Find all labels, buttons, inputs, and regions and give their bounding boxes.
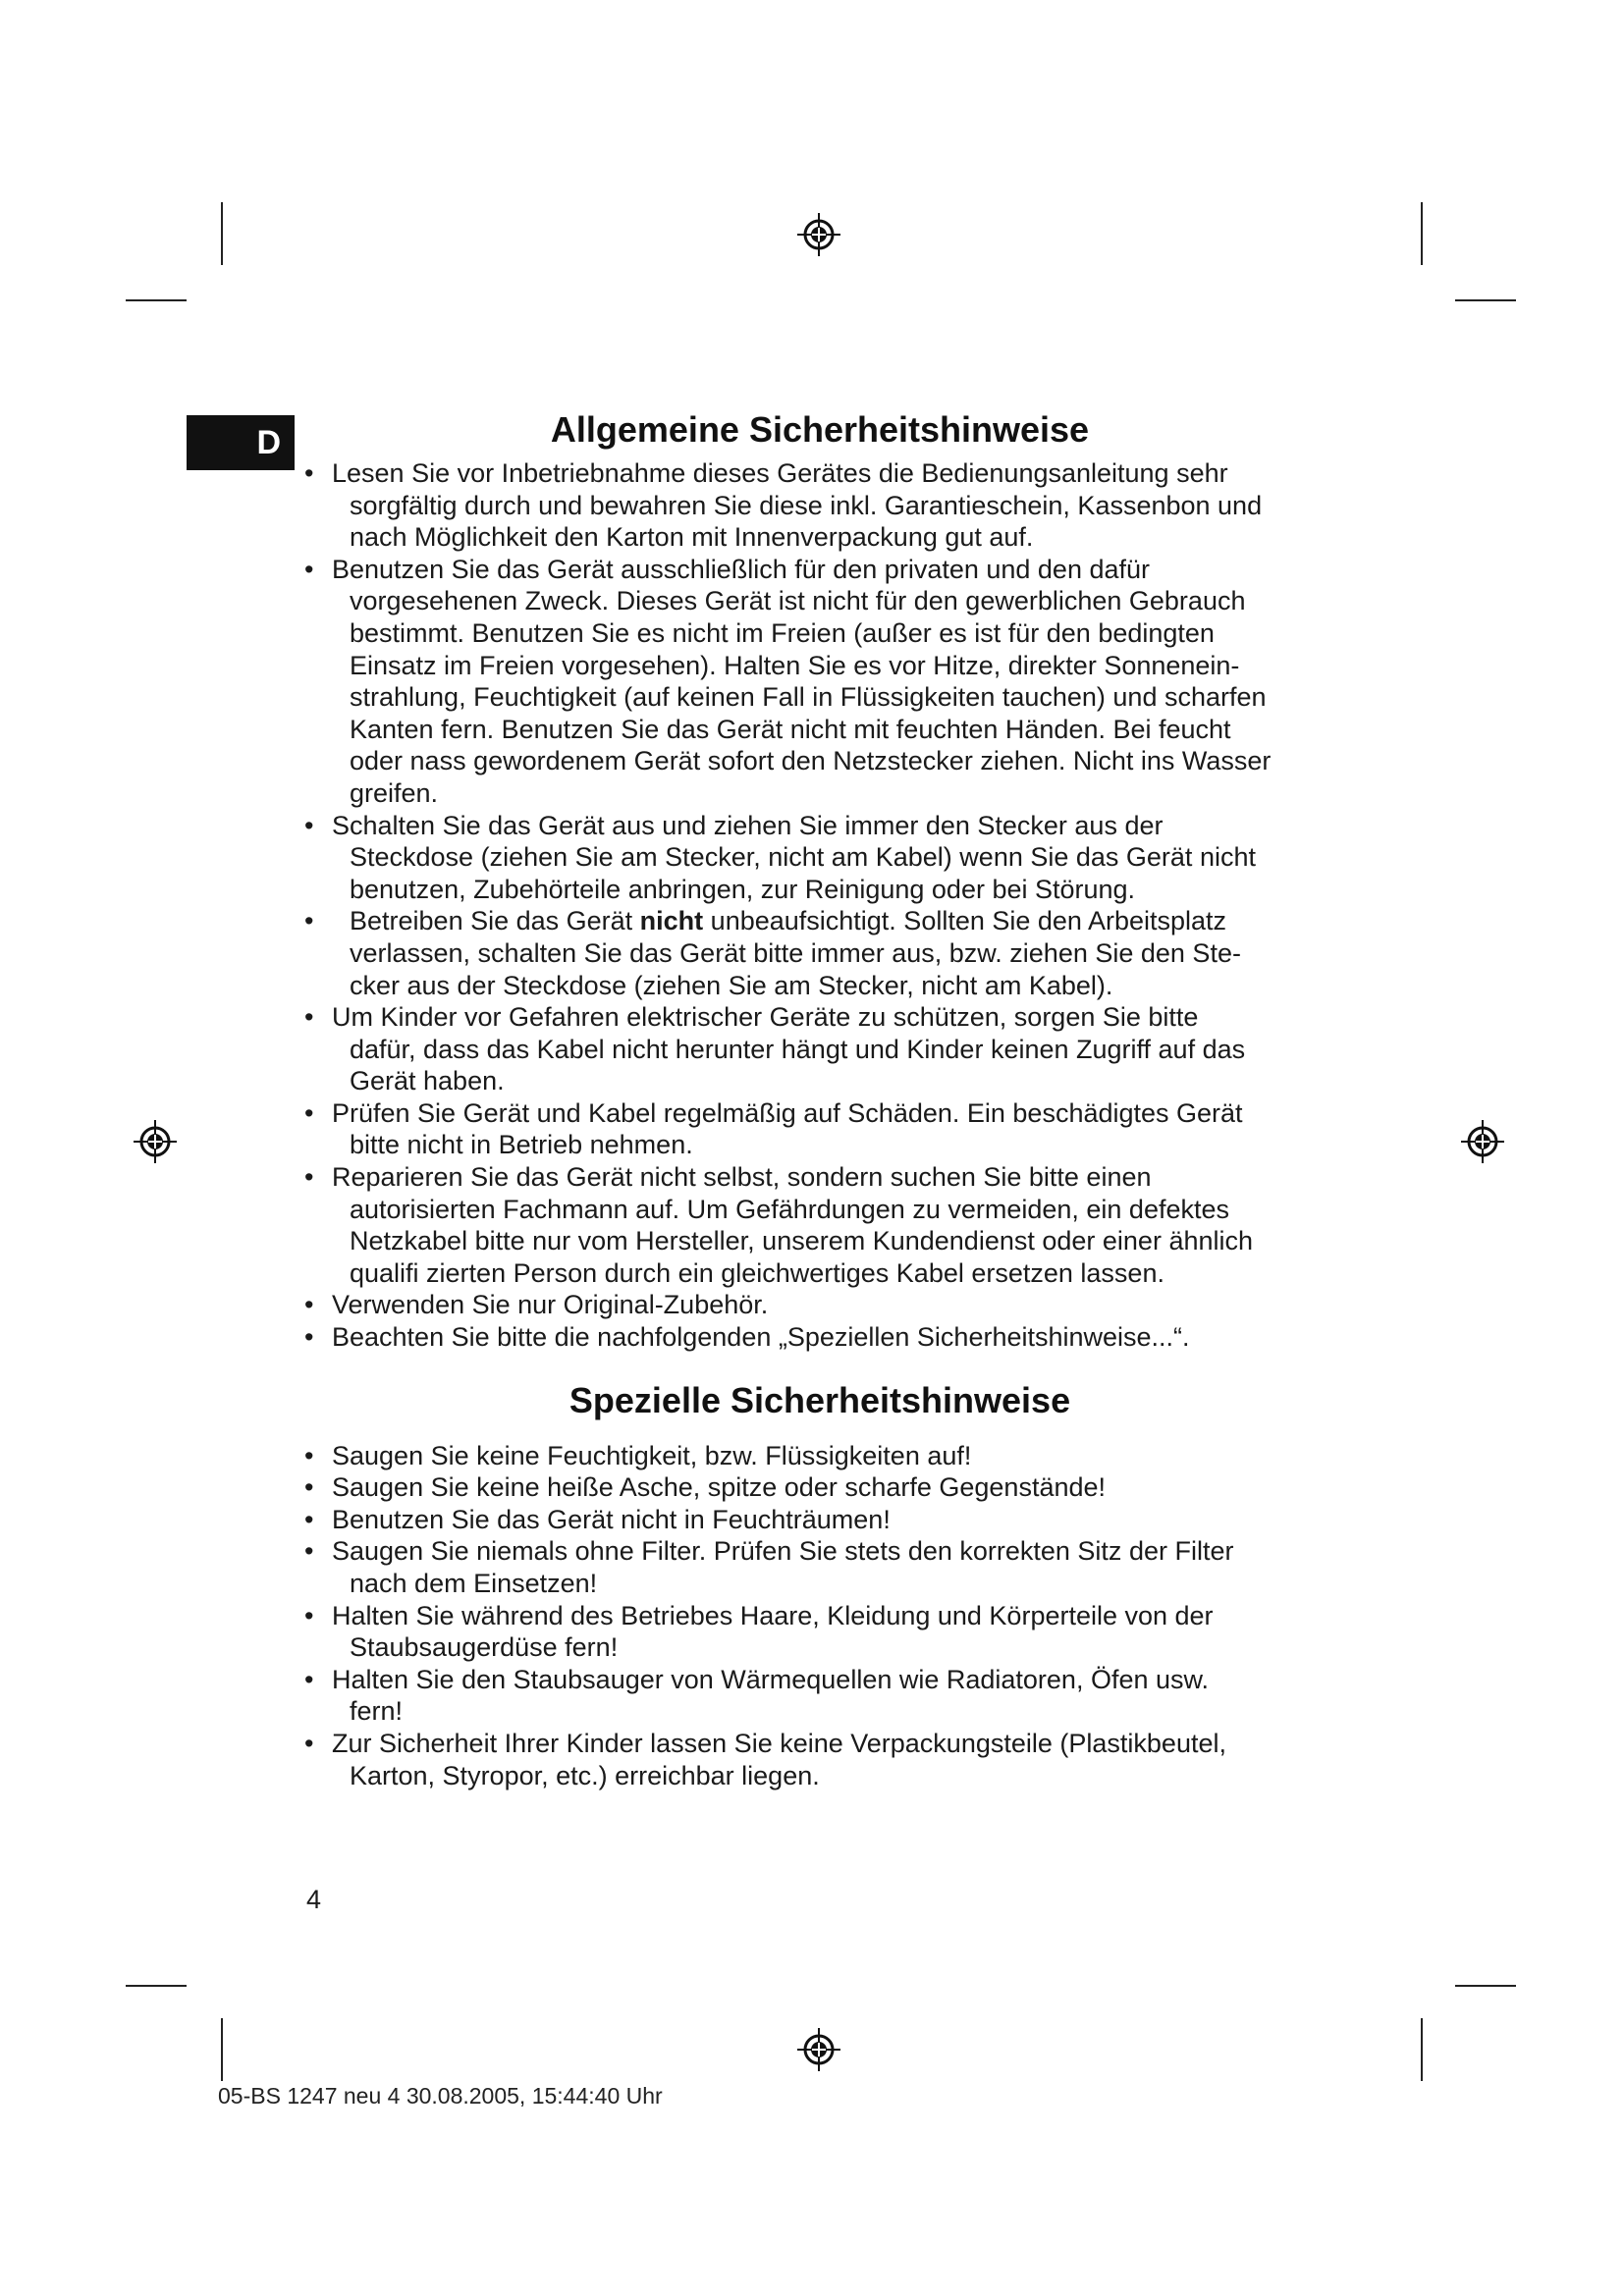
list-item: • Schalten Sie das Gerät aus und ziehen Sie immer den Stecker aus der Steckdose (ziehen Sie am Stecker, nicht am Kabel) wenn Sie das Gerät nicht benutzen, Zubehörteile anbringen, zur Reinigung oder bei Störung. (304, 810, 1335, 906)
registration-mark-top-icon (795, 211, 842, 258)
list-item: • Zur Sicherheit Ihrer Kinder lassen Sie keine Verpackungsteile (Plastikbeutel, Karton, Styropor, etc.) erreichbar liegen. (304, 1728, 1335, 1791)
registration-mark-bottom-icon (795, 2026, 842, 2073)
list-item: • Halten Sie den Staubsauger von Wärmequellen wie Radiatoren, Öfen usw. fern! (304, 1664, 1335, 1728)
registration-mark-left-icon (132, 1118, 179, 1165)
list-item: • Betreiben Sie das Gerät nicht unbeaufsichtigt. Sollten Sie den Arbeitsplatz verlassen, schalten Sie das Gerät bitte immer aus, bzw. ziehen Sie den Ste- cker aus der Steckdose (ziehen Sie am Stecker, nicht am Kabel). (304, 905, 1335, 1001)
list-item: • Saugen Sie keine Feuchtigkeit, bzw. Flüssigkeiten auf! (304, 1440, 1335, 1472)
print-slug: 05-BS 1247 neu 4 30.08.2005, 15:44:40 Uhr (218, 2083, 663, 2109)
section-title-general: Allgemeine Sicherheitshinweise (550, 409, 1090, 450)
crop-mark-bottom-left-h (126, 1985, 187, 1987)
list-item: • Verwenden Sie nur Original-Zubehör. (304, 1289, 1335, 1321)
list-item: • Reparieren Sie das Gerät nicht selbst, sondern suchen Sie bitte einen autorisierten Fachmann auf. Um Gefährdungen zu vermeiden, ein defektes Netzkabel bitte nur vom Hersteller, unserem Kundendienst oder einer ähnlich qualifi zierten Person durch ein gleichwertiges Kabel ersetzen lassen. (304, 1161, 1335, 1289)
crop-mark-bottom-left-v (221, 2018, 223, 2081)
list-item: • Prüfen Sie Gerät und Kabel regelmäßig auf Schäden. Ein beschädigtes Gerät bitte nicht in Betrieb nehmen. (304, 1097, 1335, 1161)
crop-mark-top-left-v (221, 202, 223, 265)
general-safety-list (304, 457, 1335, 1354)
list-item: • Um Kinder vor Gefahren elektrischer Geräte zu schützen, sorgen Sie bitte dafür, dass das Kabel nicht herunter hängt und Kinder keinen Zugriff auf das Gerät haben. (304, 1001, 1335, 1097)
list-item: • Benutzen Sie das Gerät ausschließlich für den privaten und den dafür vorgesehenen Zweck. Dieses Gerät ist nicht für den gewerblichen Gebrauch bestimmt. Benutzen Sie es nicht im Freien (außer es ist für den bedingten Einsatz im Freien vorgesehen). Halten Sie es vor Hitze, direkter Sonnenein- strahlung, Feuchtigkeit (auf keinen Fall in Flüssigkeiten tauchen) und scharfen Kanten fern. Benutzen Sie das Gerät nicht mit feuchten Händen. Bei feucht oder nass gewordenem Gerät sofort den Netzstecker ziehen. Nicht ins Wasser greifen. (304, 554, 1335, 810)
list-item: • Saugen Sie niemals ohne Filter. Prüfen Sie stets den korrekten Sitz der Filter nach dem Einsetzen! (304, 1535, 1335, 1599)
list-item: • Lesen Sie vor Inbetriebnahme dieses Gerätes die Bedienungsanleitung sehr sorgfältig durch und bewahren Sie diese inkl. Garantieschein, Kassenbon und nach Möglichkeit den Karton mit Innenverpackung gut auf. (304, 457, 1335, 554)
page-number: 4 (306, 1885, 322, 1914)
crop-mark-top-left-h (126, 299, 187, 301)
line-with-emphasis: • Betreiben Sie das Gerät nicht unbeaufsichtigt. Sollten Sie den Arbeitsplatz (350, 906, 1227, 936)
emphasis-nicht: nicht (639, 906, 704, 936)
language-tab: D (187, 415, 295, 470)
crop-mark-bottom-right-h (1455, 1985, 1516, 1987)
crop-mark-bottom-right-v (1421, 2018, 1423, 2081)
list-item: • Benutzen Sie das Gerät nicht in Feuchträumen! (304, 1504, 1335, 1536)
crop-mark-top-right-h (1455, 299, 1516, 301)
section-title-special: Spezielle Sicherheitshinweise (568, 1379, 1071, 1420)
special-safety-list (304, 1440, 1335, 1792)
list-item: • Halten Sie während des Betriebes Haare, Kleidung und Körperteile von der Staubsaugerdüse fern! (304, 1600, 1335, 1664)
page-content (304, 402, 1335, 1791)
list-item: • Beachten Sie bitte die nachfolgenden „Speziellen Sicherheitshinweise...“. (304, 1321, 1335, 1354)
registration-mark-right-icon (1459, 1118, 1506, 1165)
list-item: • Saugen Sie keine heiße Asche, spitze oder scharfe Gegenstände! (304, 1471, 1335, 1504)
crop-mark-top-right-v (1421, 202, 1423, 265)
